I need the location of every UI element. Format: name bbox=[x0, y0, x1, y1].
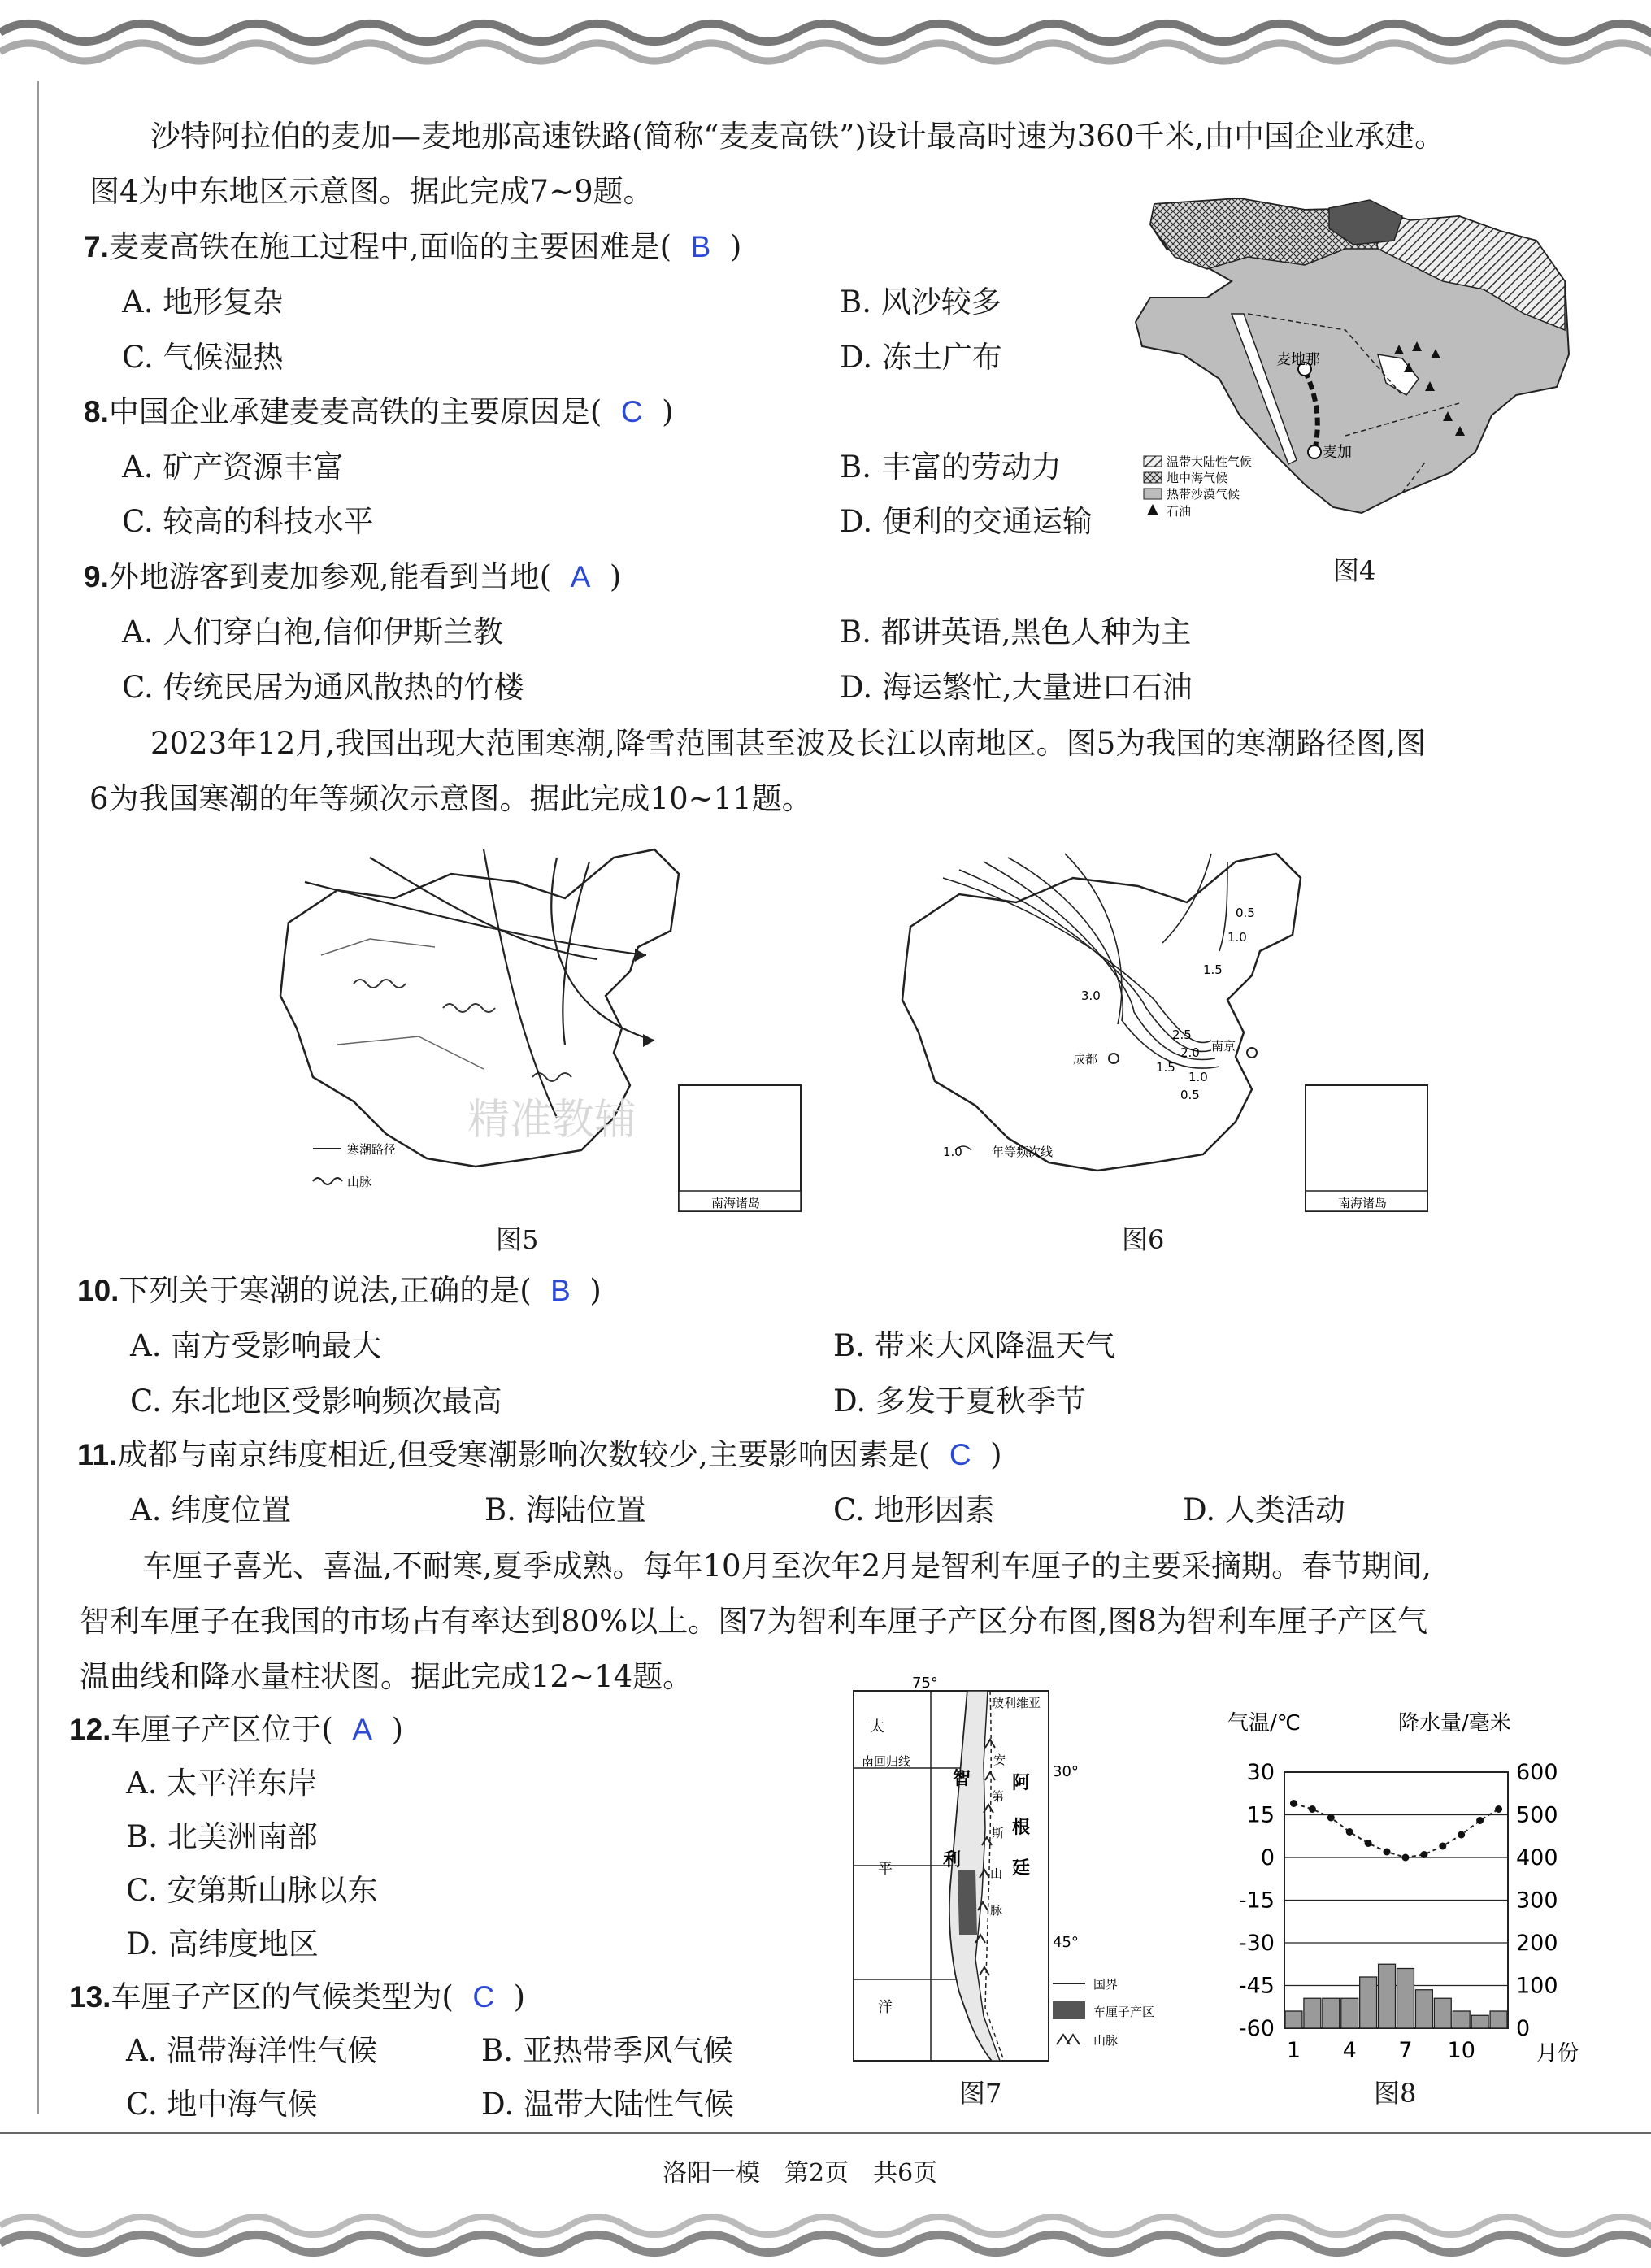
temperature-point bbox=[1384, 1849, 1391, 1856]
passage2-line2: 6为我国寒潮的年等频次示意图。据此完成10~11题。 bbox=[89, 781, 812, 816]
q8-number: 8. bbox=[84, 395, 109, 428]
temperature-point bbox=[1309, 1805, 1316, 1813]
q12-option-a: A. 太平洋东岸 bbox=[126, 1766, 318, 1801]
fig8-caption: 图8 bbox=[1374, 2078, 1417, 2109]
lat-30-label: 30° bbox=[1053, 1763, 1079, 1780]
ocean-char-1: 太 bbox=[870, 1718, 884, 1736]
q11-option-a: A. 纬度位置 bbox=[130, 1492, 292, 1527]
figure-8-climate-chart bbox=[1211, 1707, 1593, 2065]
iso-label-9: 0.5 bbox=[1180, 1088, 1200, 1102]
chengdu-marker bbox=[1109, 1054, 1119, 1063]
y2-tick-label: 500 bbox=[1516, 1802, 1558, 1828]
q11-option-c: C. 地形因素 bbox=[833, 1492, 995, 1527]
q9-stem: 外地游客到麦加参观,能看到当地( bbox=[108, 559, 552, 594]
precip-bar bbox=[1415, 1990, 1432, 2028]
q10-number: 10. bbox=[77, 1274, 119, 1307]
iso-label-3: 1.5 bbox=[1203, 962, 1223, 977]
q11-stem: 成都与南京纬度相近,但受寒潮影响次数较少,主要影响因素是( bbox=[117, 1437, 931, 1472]
q12-option-d: D. 高纬度地区 bbox=[126, 1927, 319, 1962]
ocean-char-2: 平 bbox=[878, 1861, 893, 1878]
inset-label: 南海诸岛 bbox=[711, 1196, 761, 1210]
corner-label: 玻利维亚 bbox=[992, 1696, 1041, 1710]
passage3-line1: 车厘子喜光、喜温,不耐寒,夏季成熟。每年10月至次年2月是智利车厘子的主要采摘期。春节期间, bbox=[142, 1549, 1432, 1584]
q10-stem: 下列关于寒潮的说法,正确的是( bbox=[119, 1273, 532, 1308]
figure-6-map bbox=[886, 837, 1447, 1215]
y-tick-label: 15 bbox=[1246, 1802, 1275, 1828]
q7-close: ) bbox=[729, 229, 742, 264]
tropic-label: 南回归线 bbox=[862, 1754, 911, 1769]
figure-7-map bbox=[845, 1666, 1203, 2065]
x-tick-label: 7 bbox=[1398, 2038, 1413, 2063]
fig5-caption: 图5 bbox=[496, 1224, 539, 1255]
precip-bar bbox=[1379, 1964, 1396, 2028]
passage3-line2: 智利车厘子在我国的市场占有率达到80%以上。图7为智利车厘子产区分布图,图8为智利车厘子产区气 bbox=[80, 1604, 1428, 1639]
footer-page-info: 洛阳一模 第2页 共6页 bbox=[663, 2159, 938, 2188]
chart-xlabel: 月份 bbox=[1536, 2041, 1579, 2065]
q10-close: ) bbox=[589, 1273, 602, 1308]
fig4-caption: 图4 bbox=[1333, 555, 1376, 586]
y-tick-label: -15 bbox=[1238, 1888, 1275, 1914]
q9-number: 9. bbox=[84, 560, 109, 593]
q9-answer: A bbox=[570, 560, 591, 593]
passage3-line3: 温曲线和降水量柱状图。据此完成12~14题。 bbox=[80, 1659, 693, 1694]
q11-number: 11. bbox=[77, 1438, 118, 1471]
q10-option-c: C. 东北地区受影响频次最高 bbox=[130, 1384, 502, 1419]
q8-option-b: B. 丰富的劳动力 bbox=[840, 450, 1062, 484]
q8-answer: C bbox=[620, 395, 643, 428]
temperature-point bbox=[1401, 1854, 1409, 1862]
temperature-point bbox=[1420, 1851, 1427, 1858]
q12-option-b: B. 北美洲南部 bbox=[126, 1819, 318, 1854]
x-tick-label: 4 bbox=[1342, 2038, 1357, 2063]
ocean-char-3: 洋 bbox=[878, 1999, 893, 2016]
country-char-1: 智 bbox=[953, 1768, 971, 1789]
legend-mediterranean: 地中海气候 bbox=[1167, 471, 1228, 485]
mountain-char-3: 斯 bbox=[992, 1826, 1005, 1840]
y-tick-label: -30 bbox=[1238, 1931, 1275, 1956]
temperature-point bbox=[1439, 1843, 1446, 1850]
q7-option-c: C. 气候湿热 bbox=[122, 340, 284, 375]
figure-4-map bbox=[1134, 192, 1573, 541]
q12-answer: A bbox=[352, 1713, 373, 1746]
y2-tick-label: 0 bbox=[1516, 2016, 1531, 2041]
chart-y2label: 降水量/毫米 bbox=[1398, 1711, 1511, 1736]
lon-75-label: 75° bbox=[912, 1675, 938, 1692]
precip-bar bbox=[1490, 2011, 1507, 2028]
legend-desert: 热带沙漠气候 bbox=[1167, 487, 1240, 502]
city-chengdu: 成都 bbox=[1073, 1052, 1098, 1067]
q9-option-a: A. 人们穿白袍,信仰伊斯兰教 bbox=[122, 615, 504, 650]
y2-tick-label: 600 bbox=[1516, 1760, 1558, 1785]
mountain-char-5: 脉 bbox=[990, 1903, 1003, 1918]
neighbor-char-2: 根 bbox=[1012, 1817, 1031, 1838]
y2-tick-label: 200 bbox=[1516, 1931, 1558, 1956]
q12-stem: 车厘子产区位于( bbox=[111, 1712, 333, 1747]
temperature-point bbox=[1476, 1817, 1484, 1824]
q8-option-a: A. 矿产资源丰富 bbox=[122, 450, 344, 484]
passage2-line1: 2023年12月,我国出现大范围寒潮,降雪范围甚至波及长江以南地区。图5为我国的寒潮路径图,图 bbox=[150, 726, 1427, 761]
q8-stem: 中国企业承建麦麦高铁的主要原因是( bbox=[108, 394, 602, 429]
legend-isoline: 年等频次线 bbox=[992, 1145, 1054, 1159]
inset-label-6: 南海诸岛 bbox=[1338, 1196, 1388, 1210]
q11-option-b: B. 海陆位置 bbox=[484, 1492, 646, 1527]
q12-close: ) bbox=[391, 1712, 404, 1747]
iso-label-1: 0.5 bbox=[1236, 906, 1255, 920]
legend-cherry: 车厘子产区 bbox=[1093, 2005, 1155, 2019]
figure-5-map bbox=[272, 841, 825, 1215]
iso-label-4: 3.0 bbox=[1081, 988, 1101, 1003]
question-12 bbox=[69, 1712, 403, 1748]
q12-option-c: C. 安第斯山脉以东 bbox=[126, 1873, 378, 1908]
iso-label-7: 1.5 bbox=[1156, 1060, 1175, 1075]
q13-option-c: C. 地中海气候 bbox=[126, 2087, 318, 2122]
legend-border: 国界 bbox=[1093, 1977, 1119, 1992]
y-tick-label: 0 bbox=[1260, 1845, 1275, 1870]
q9-option-d: D. 海运繁忙,大量进口石油 bbox=[840, 670, 1193, 705]
q7-answer: B bbox=[690, 230, 711, 263]
neighbor-char-3: 廷 bbox=[1012, 1857, 1031, 1879]
q10-option-d: D. 多发于夏秋季节 bbox=[833, 1384, 1086, 1419]
cherry-region bbox=[958, 1870, 977, 1935]
y2-tick-label: 100 bbox=[1516, 1973, 1558, 1999]
question-13 bbox=[69, 1979, 525, 2015]
precip-bar bbox=[1323, 1998, 1340, 2028]
q8-option-d: D. 便利的交通运输 bbox=[840, 504, 1093, 539]
q13-stem: 车厘子产区的气候类型为( bbox=[111, 1979, 454, 2014]
q11-answer: C bbox=[949, 1438, 971, 1471]
q10-answer: B bbox=[550, 1274, 571, 1307]
passage1-line1: 沙特阿拉伯的麦加—麦地那高速铁路(简称“麦麦高铁”)设计最高时速为360千米,由中国企业承建。 bbox=[150, 119, 1445, 154]
legend-path: 寒潮路径 bbox=[347, 1142, 397, 1157]
precip-bar bbox=[1453, 2011, 1470, 2028]
y-tick-label: -60 bbox=[1238, 2016, 1275, 2041]
q7-number: 7. bbox=[84, 230, 109, 263]
legend-oil: 石油 bbox=[1167, 504, 1192, 519]
precip-bar bbox=[1434, 1998, 1451, 2028]
city-mecca-label: 麦加 bbox=[1323, 444, 1352, 461]
temperature-point bbox=[1290, 1800, 1297, 1807]
legend-mountain: 山脉 bbox=[347, 1175, 372, 1189]
city-medina-label: 麦地那 bbox=[1276, 351, 1320, 368]
x-tick-label: 1 bbox=[1286, 2038, 1301, 2063]
y-tick-label: 30 bbox=[1246, 1760, 1275, 1785]
iso-label-8: 1.0 bbox=[1188, 1070, 1208, 1084]
fig7-caption: 图7 bbox=[959, 2078, 1002, 2109]
q13-number: 13. bbox=[69, 1980, 111, 2014]
y2-tick-label: 400 bbox=[1516, 1845, 1558, 1870]
iso-label-2: 1.0 bbox=[1227, 930, 1247, 945]
precip-bar bbox=[1304, 1998, 1321, 2028]
x-tick-label: 10 bbox=[1447, 2038, 1475, 2063]
legend-mountain-7: 山脉 bbox=[1093, 2033, 1119, 2048]
neighbor-char-1: 阿 bbox=[1012, 1772, 1031, 1793]
country-char-2: 利 bbox=[943, 1849, 962, 1870]
q13-option-d: D. 温带大陆性气候 bbox=[481, 2087, 734, 2122]
question-7 bbox=[84, 229, 741, 265]
fig6-caption: 图6 bbox=[1122, 1224, 1165, 1255]
q12-number: 12. bbox=[69, 1713, 111, 1746]
q13-close: ) bbox=[513, 1979, 526, 2014]
q7-option-d: D. 冻土广布 bbox=[840, 340, 1002, 375]
mountain-char-4: 山 bbox=[990, 1866, 1003, 1881]
question-11 bbox=[77, 1437, 1002, 1473]
legend-temperate: 温带大陆性气候 bbox=[1167, 454, 1253, 469]
q11-close: ) bbox=[990, 1437, 1002, 1472]
left-rule bbox=[37, 81, 39, 2114]
q9-option-b: B. 都讲英语,黑色人种为主 bbox=[840, 615, 1192, 650]
q7-stem: 麦麦高铁在施工过程中,面临的主要困难是( bbox=[108, 229, 672, 264]
svg-text:1.0: 1.0 bbox=[943, 1145, 962, 1159]
y-tick-label: -45 bbox=[1238, 1973, 1275, 1999]
temperature-point bbox=[1365, 1840, 1372, 1847]
q9-close: ) bbox=[609, 559, 622, 594]
q10-option-a: A. 南方受影响最大 bbox=[130, 1328, 382, 1363]
mountain-char-1: 安 bbox=[993, 1753, 1006, 1767]
temperature-point bbox=[1346, 1828, 1353, 1836]
q13-answer: C bbox=[472, 1980, 495, 2014]
precip-bar bbox=[1285, 2011, 1302, 2028]
mecca-marker bbox=[1308, 445, 1321, 458]
lat-45-label: 45° bbox=[1053, 1934, 1079, 1951]
q8-option-c: C. 较高的科技水平 bbox=[122, 504, 374, 539]
temperature-point bbox=[1495, 1805, 1502, 1813]
q7-option-b: B. 风沙较多 bbox=[840, 285, 1001, 319]
precip-bar bbox=[1360, 1977, 1377, 2028]
question-9 bbox=[84, 559, 621, 595]
passage1-line2: 图4为中东地区示意图。据此完成7~9题。 bbox=[89, 174, 654, 209]
q8-close: ) bbox=[662, 394, 674, 429]
watermark: 精准教辅 bbox=[467, 1096, 637, 1145]
city-nanjing: 南京 bbox=[1211, 1039, 1236, 1054]
iso-label-5: 2.5 bbox=[1172, 1028, 1192, 1042]
temperature-point bbox=[1458, 1831, 1465, 1839]
top-border bbox=[0, 0, 1651, 89]
q7-option-a: A. 地形复杂 bbox=[122, 285, 284, 319]
temperature-point bbox=[1327, 1814, 1335, 1822]
nanjing-marker bbox=[1247, 1048, 1257, 1058]
precip-bar bbox=[1471, 2015, 1488, 2028]
mountain-char-2: 第 bbox=[992, 1789, 1005, 1804]
precip-bar bbox=[1341, 1998, 1358, 2028]
q13-option-a: A. 温带海洋性气候 bbox=[126, 2033, 378, 2068]
question-8 bbox=[84, 394, 674, 430]
q9-option-c: C. 传统民居为通风散热的竹楼 bbox=[122, 670, 524, 705]
y2-tick-label: 300 bbox=[1516, 1888, 1558, 1914]
chart-ylabel: 气温/℃ bbox=[1227, 1711, 1301, 1736]
bottom-border bbox=[0, 2130, 1651, 2268]
question-10 bbox=[77, 1273, 602, 1309]
q10-option-b: B. 带来大风降温天气 bbox=[833, 1328, 1115, 1363]
iso-label-6: 2.0 bbox=[1180, 1045, 1200, 1060]
q11-option-d: D. 人类活动 bbox=[1183, 1492, 1345, 1527]
precip-bar bbox=[1397, 1969, 1414, 2029]
q13-option-b: B. 亚热带季风气候 bbox=[481, 2033, 733, 2068]
